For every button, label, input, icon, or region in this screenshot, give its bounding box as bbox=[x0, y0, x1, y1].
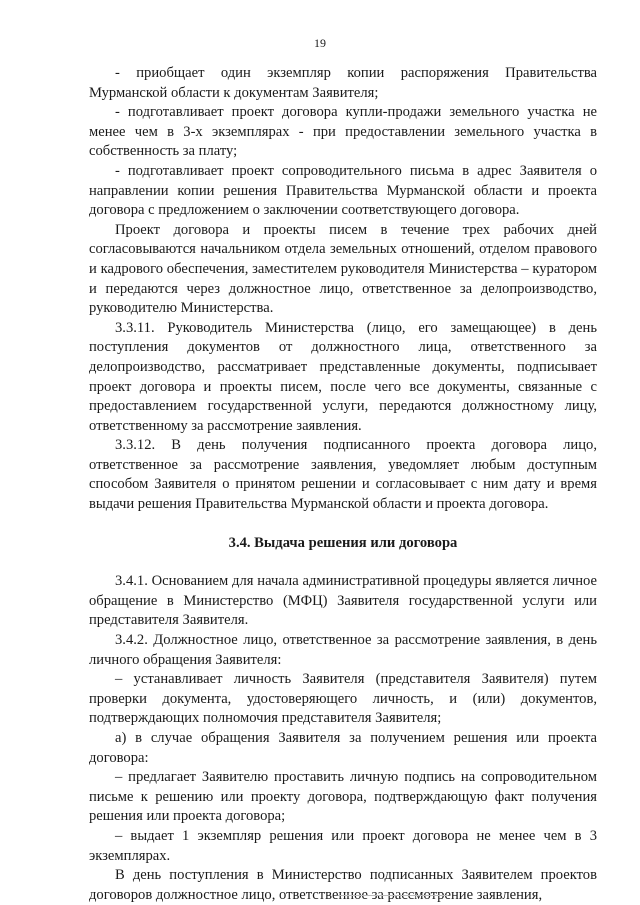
section-heading: 3.4. Выдача решения или договора bbox=[228, 534, 458, 551]
paragraph: 3.3.12. В день получения подписанного проекта договора лицо, ответственное за рассмотрение заявления, уведомляет любым доступным способом Заявителя о принятом решении и согласовывает с ним дату и время выдачи решения Правительства Мурманской области и проекта договора. bbox=[89, 437, 597, 513]
page-number: 19 bbox=[314, 36, 326, 50]
paragraph: - подготавливает проект сопроводительного письма в адрес Заявителя о направлении копии решения Правительства Мурманской области и проекта договора с предложением о заключении соответствующего договора. bbox=[89, 162, 597, 219]
paragraph: 3.4.1. Основанием для начала административной процедуры является личное обращение в Министерство (МФЦ) Заявителя государственной услуги или представителя Заявителя. bbox=[89, 573, 597, 629]
paragraph: а) в случае обращения Заявителя за получением решения или проекта договора: bbox=[89, 730, 597, 766]
paragraph: 3.3.11. Руководитель Министерства (лицо, его замещающее) в день поступления документов от должностного лица, ответственного за делопроизводство, рассматривает представленные документы, подписывает проект договора и проекты писем, после чего все документы, связанные с предоставлением государственной услуги, передаются должностному лицу, ответственному за рассмотрение заявления. bbox=[89, 319, 597, 434]
paragraph: 3.4.2. Должностное лицо, ответственное за рассмотрение заявления, в день личного обращения Заявителя: bbox=[89, 632, 597, 668]
paragraph: В день поступления в Министерство подписанных Заявителем проектов договоров должностное лицо, ответственное за рассмотрение заявления, bbox=[89, 867, 597, 903]
paragraph: – устанавливает личность Заявителя (представителя Заявителя) путем проверки документа, удостоверяющего личность, и (или) документов, подтверждающих полномочия представителя Заявителя; bbox=[89, 671, 597, 727]
paragraph: – предлагает Заявителю проставить личную подпись на сопроводительном письме к решению или проекту договора, подтверждающую факт получения решения или проекта договора; bbox=[89, 769, 597, 825]
paragraph: - подготавливает проект договора купли-продажи земельного участка не менее чем в 3-х экземплярах - при предоставлении земельного участка в собственность за плату; bbox=[89, 104, 597, 160]
paragraph: - приобщает один экземпляр копии распоряжения Правительства Мурманской области к документам Заявителя; bbox=[89, 65, 597, 101]
paragraph: – выдает 1 экземпляр решения или проект договора не менее чем в 3 экземплярах. bbox=[89, 827, 597, 864]
document-body bbox=[89, 64, 597, 905]
page-edge-rule bbox=[338, 895, 448, 897]
paragraph: Проект договора и проекты писем в течение трех рабочих дней согласовываются начальником отдела земельных отношений, отделом правового и кадрового обеспечения, заместителем руководителя Министерства – куратором и передаются через должностное лицо, ответственное за делопроизводство, руководителю Министерства. bbox=[89, 221, 597, 317]
